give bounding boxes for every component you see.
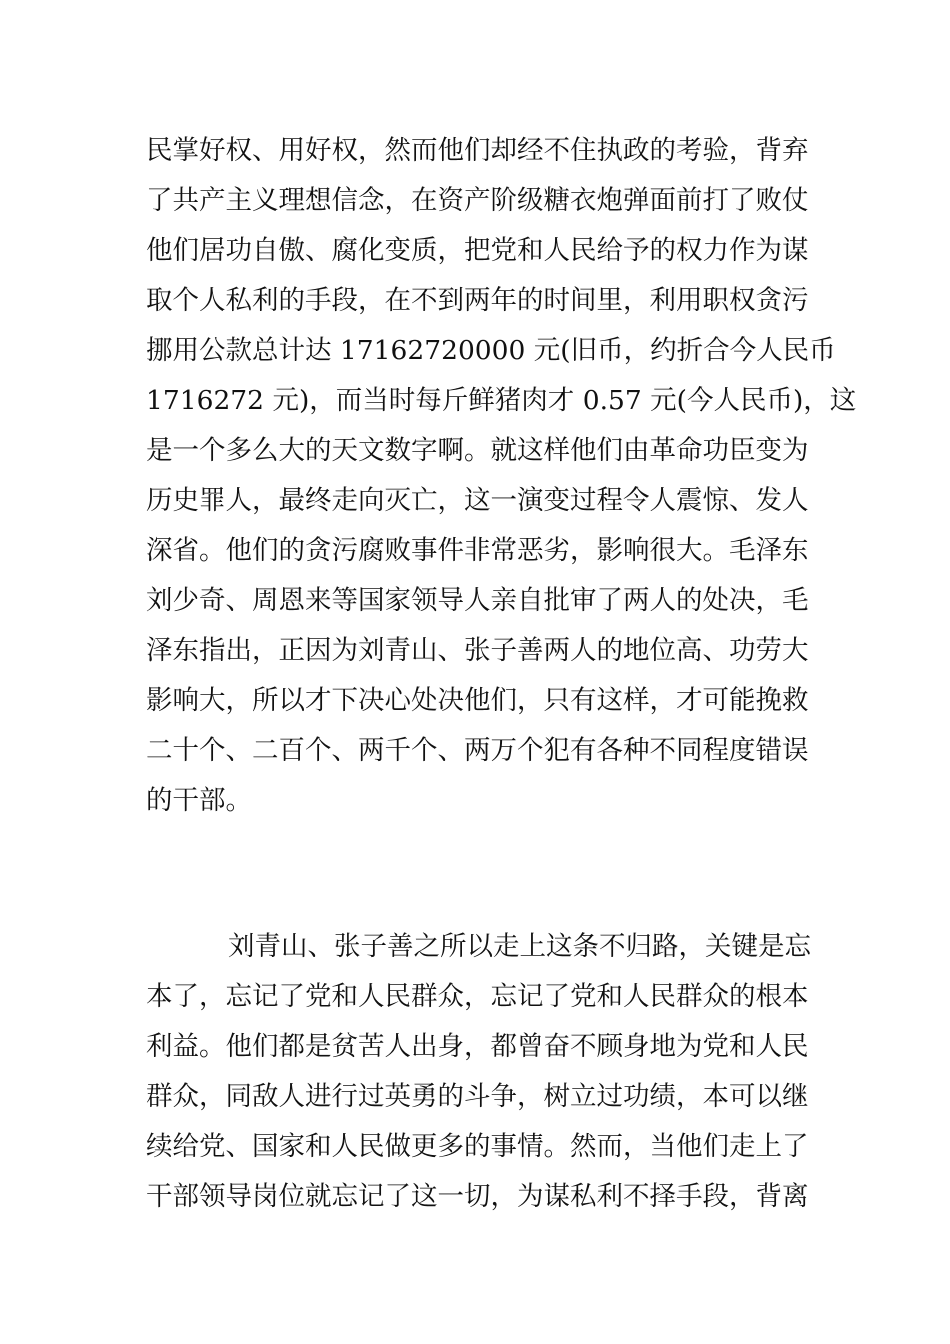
text-line: 1716272 元)，而当时每斤鲜猪肉才 0.57 元(今人民币)，这 [146, 385, 857, 416]
text-line: 刘少奇、周恩来等国家领导人亲自批审了两人的处决，毛 [146, 585, 809, 616]
text-line: 了共产主义理想信念，在资产阶级糖衣炮弹面前打了败仗 [146, 185, 809, 216]
text-line: 他们居功自傲、腐化变质，把党和人民给予的权力作为谋 [146, 235, 809, 266]
text-line: 续给党、国家和人民做更多的事情。然而，当他们走上了 [146, 1131, 809, 1162]
text-line: 泽东指出，正因为刘青山、张子善两人的地位高、功劳大 [146, 635, 809, 666]
text-line: 利益。他们都是贫苦人出身，都曾奋不顾身地为党和人民 [146, 1031, 809, 1062]
text-line: 取个人私利的手段，在不到两年的时间里，利用职权贪污 [146, 285, 809, 316]
text-line: 历史罪人，最终走向灭亡，这一演变过程令人震惊、发人 [146, 485, 809, 516]
text-line: 本了，忘记了党和人民群众，忘记了党和人民群众的根本 [146, 981, 809, 1012]
text-line: 深省。他们的贪污腐败事件非常恶劣，影响很大。毛泽东 [146, 535, 809, 566]
text-line: 二十个、二百个、两千个、两万个犯有各种不同程度错误 [146, 735, 809, 766]
text-line: 群众，同敌人进行过英勇的斗争，树立过功绩，本可以继 [146, 1081, 809, 1112]
text-line: 挪用公款总计达 17162720000 元(旧币，约折合今人民币 [146, 335, 836, 366]
text-line: 的干部。 [146, 785, 252, 816]
text-line: 民掌好权、用好权，然而他们却经不住执政的考验，背弃 [146, 135, 809, 166]
text-line: 是一个多么大的天文数字啊。就这样他们由革命功臣变为 [146, 435, 809, 466]
text-line: 影响大，所以才下决心处决他们，只有这样，才可能挽救 [146, 685, 809, 716]
text-line: 刘青山、张子善之所以走上这条不归路，关键是忘 [228, 931, 811, 962]
text-line: 干部领导岗位就忘记了这一切，为谋私利不择手段，背离 [146, 1181, 809, 1212]
